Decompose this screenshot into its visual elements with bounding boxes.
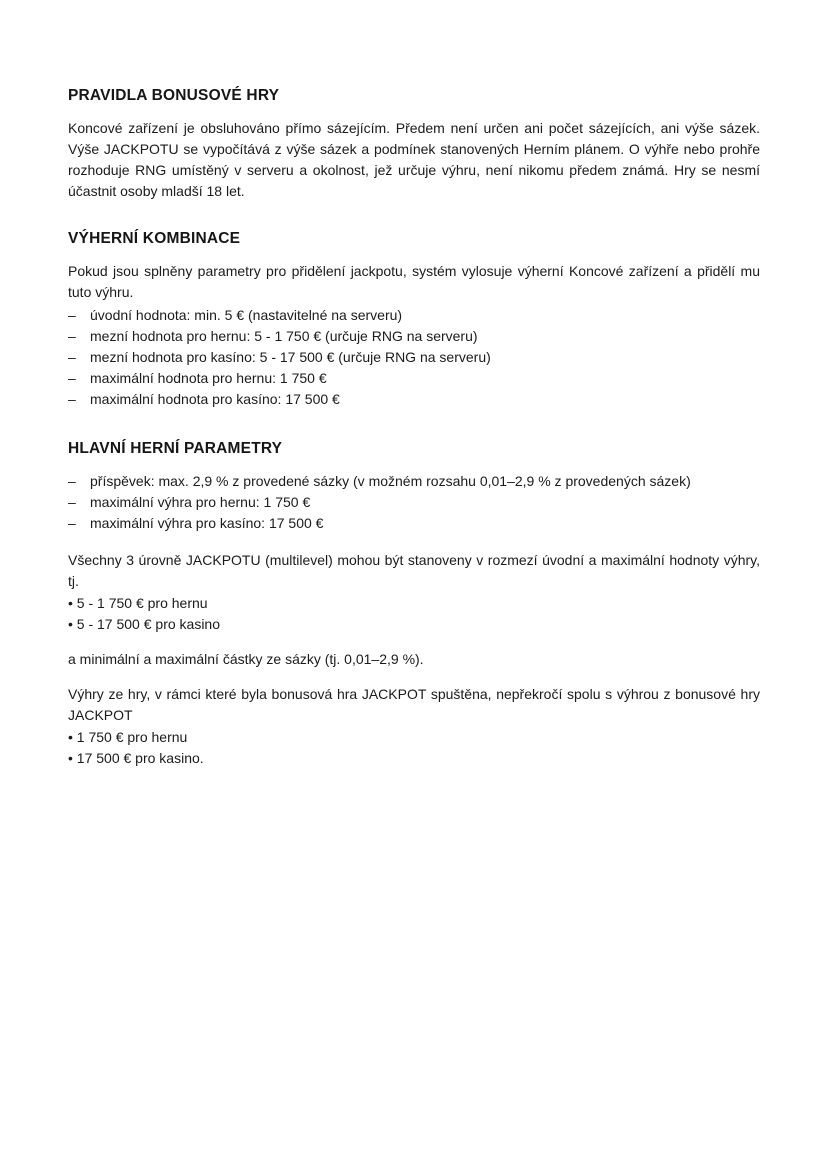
jackpot-level-bullets (68, 593, 760, 635)
section-heading-winning-combinations: VÝHERNÍ KOMBINACE (68, 230, 241, 247)
list-item: – maximální hodnota pro kasíno: 17 500 € (68, 389, 760, 410)
list-item: – maximální hodnota pro hernu: 1 750 € (68, 368, 760, 389)
winning-combinations-list (68, 305, 760, 410)
section-winning-combinations (68, 229, 760, 410)
list-item: • 5 - 17 500 € pro kasino (68, 614, 760, 635)
list-item: • 5 - 1 750 € pro hernu (68, 593, 760, 614)
win-limit-bullets (68, 727, 760, 769)
paragraph-stake-range: a minimální a maximální částky ze sázky (tj. 0,01–2,9 %). (68, 651, 424, 667)
list-item: – mezní hodnota pro kasíno: 5 - 17 500 € (určuje RNG na serveru) (68, 347, 760, 368)
spacer (68, 670, 760, 684)
section-heading-main-game-parameters: HLAVNÍ HERNÍ PARAMETRY (68, 440, 283, 457)
document-content (68, 86, 760, 769)
list-item: • 1 750 € pro hernu (68, 727, 760, 748)
section-heading-bonus-game-rules: PRAVIDLA BONUSOVÉ HRY (68, 87, 280, 104)
spacer (68, 534, 760, 550)
list-item: – maximální výhra pro kasíno: 17 500 € (68, 513, 760, 534)
paragraph-bonus-game-rules: Koncové zařízení je obsluhováno přímo sázejícím. Předem není určen ani počet sázejících, ani výše sázek. Výše JACKPOTU se vypočítává z výše sázek a podmínek stanovených Herním plánem. O výhře nebo prohře rozhoduje RNG umístěný v serveru a okolnost, jež určuje výhru, není nikomu předem známá. Hry se nesmí účastnit osoby mladší 18 let. (68, 120, 760, 199)
section-main-game-parameters (68, 439, 760, 769)
spacer (68, 635, 760, 649)
list-item: – úvodní hodnota: min. 5 € (nastavitelné na serveru) (68, 305, 760, 326)
main-game-parameters-list (68, 471, 760, 534)
paragraph-jackpot-levels: Všechny 3 úrovně JACKPOTU (multilevel) mohou být stanoveny v rozmezí úvodní a maximální hodnoty výhry, tj. (68, 552, 760, 589)
paragraph-win-limits: Výhry ze hry, v rámci které byla bonusová hra JACKPOT spuštěna, nepřekročí spolu s výhrou z bonusové hry JACKPOT (68, 686, 760, 723)
section-bonus-game-rules (68, 86, 760, 202)
list-item: – mezní hodnota pro hernu: 5 - 1 750 € (určuje RNG na serveru) (68, 326, 760, 347)
list-item: • 17 500 € pro kasino. (68, 748, 760, 769)
list-item: – maximální výhra pro hernu: 1 750 € (68, 492, 760, 513)
paragraph-winning-combinations-intro: Pokud jsou splněny parametry pro přidělení jackpotu, systém vylosuje výherní Koncové zařízení a přidělí mu tuto výhru. (68, 263, 760, 300)
list-item: – příspěvek: max. 2,9 % z provedené sázky (v možném rozsahu 0,01–2,9 % z provedených sázek) (68, 471, 760, 492)
